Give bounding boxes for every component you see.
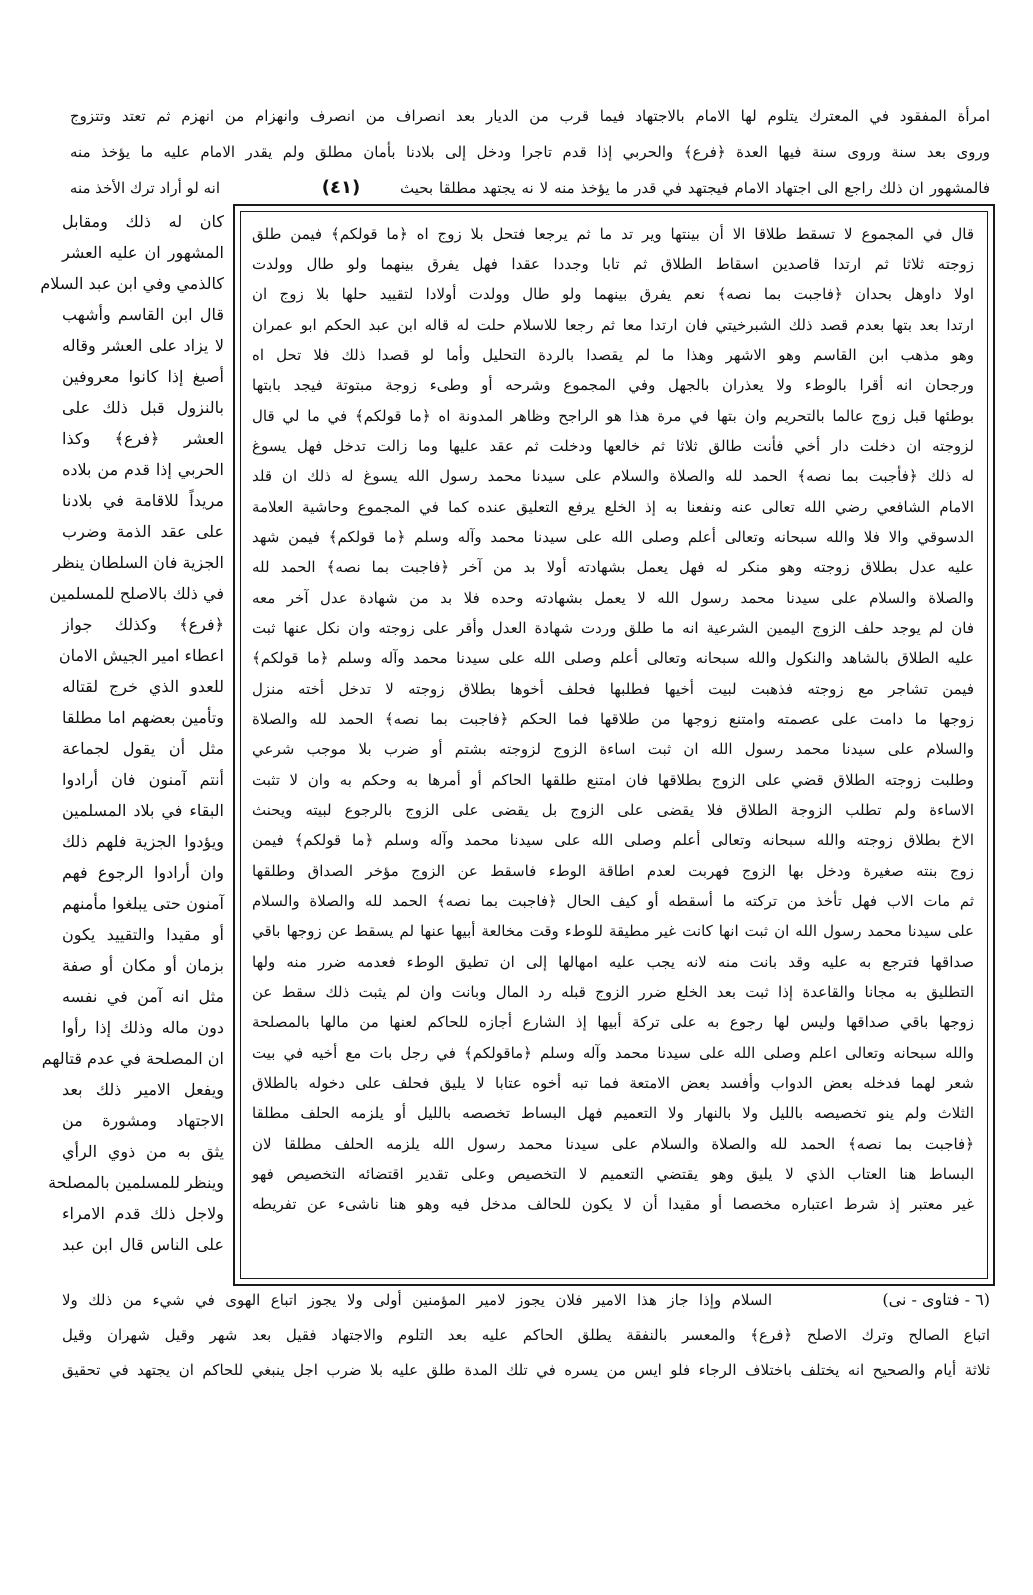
- main-text-line: الثلاث ولم ينو تخصيصه بالليل ولا بالنهار ولا التعميم فهل البساط تخصصه بالليل أو يلزمه الحلف مطلقا: [252, 1104, 974, 1122]
- main-text-line: بوطئها قبل زوج عالما بالتحريم وان بتها في مرة هذا هو الراجح وظاهر المدونة اه ﴿ما قولكم﴾ في ما لي قال: [252, 407, 974, 425]
- main-text-line: ورجحان انه أقرا بالوطء ولا يعذران بالجهل وفي المجموع وشرحه أو وطىء زوجة مبتوتة فيجد بابتها: [252, 376, 974, 394]
- margin-text-line: أنتم آمنون فان أرادوا: [62, 770, 224, 789]
- margin-text-line: ويفعل الامير ذلك بعد: [62, 1080, 224, 1099]
- margin-text-line: بزمان أو مكان أو صفة: [62, 956, 224, 975]
- main-text-line: غير معتبر إذ شرط اعتباره مخصصا أو مقيدا أن لا يكون للحالف مدخل فيه وهو هنا ناشىء عن تفريطه: [252, 1195, 975, 1213]
- margin-text-line: دون ماله وذلك إذا رأوا: [62, 1018, 224, 1037]
- margin-text-line: مريداً للاقامة في بلادنا: [62, 491, 224, 510]
- margin-text-line: على عقد الذمة وضرب: [62, 522, 224, 541]
- margin-text-line: وينظر للمسلمين بالمصلحة: [48, 1173, 224, 1192]
- main-text-line: ارتدا بعد بتها بعدم قصد ذلك الشبرخيتي فان ارتدا معا ثم رجعا للاسلام حلت له قاله ابن عبد الحكم ابو عمران: [252, 316, 974, 334]
- margin-text-line: ويؤدوا الجزية فلهم ذلك: [62, 832, 224, 851]
- margin-text-line: يثق به من ذوي الرأي: [62, 1142, 224, 1161]
- main-text-line: وطلبت زوجته الطلاق قضي على الزوج بطلاقها فان امتنع طلقها الحاكم أو أمرها به وحكم به وان لا تثبت: [252, 771, 974, 789]
- margin-text-line: الحربي إذا قدم من بلاده: [62, 460, 224, 479]
- margin-text-line: أصبغ إذا كانوا معروفين: [62, 367, 224, 386]
- main-text-line: وهو مذهب ابن القاسم وهو الاشهر وهذا ما لم يقصدا بالردة التحليل وأما لو قصدا ذلك فلا تحل اه: [252, 346, 974, 364]
- signature-mark: (٦ - فتاوى - نى): [882, 1290, 990, 1309]
- margin-text-line: البقاء في بلاد المسلمين: [62, 801, 224, 820]
- margin-text-line: قال ابن القاسم وأشهب: [62, 305, 224, 324]
- main-text-line: قال في المجموع لا تسقط طلاقا الا أن بينتها وير تد ما ثم يرجعا فتحل بلا زوج اه ﴿ما قولكم﴾ فيمن طلق: [252, 225, 974, 243]
- margin-text-line: مثل انه آمن في نفسه: [62, 987, 224, 1006]
- margin-text-line: للعدو الذي خرج لقتاله: [62, 677, 224, 696]
- header-text: فالمشهور ان ذلك راجع الى اجتهاد الامام فيجتهد في قدر ما يؤخذ منه لا نه يجتهد مطلقا بحيث: [400, 179, 990, 197]
- top-text-line: امرأة المفقود في المعترك يتلوم لها الامام بالاجتهاد فيما قرب من الديار بعد انصراف من انصرف وانهزام من انهزم ثم تعتد وتتزوج: [70, 107, 990, 125]
- bottom-row: [62, 1288, 990, 1312]
- main-text-line: الدسوقي والا فلا والله سبحانه وتعالى أعلم وصلى الله على سيدنا محمد وآله وسلم ﴿ما قولكم﴾ فيمن شهد: [252, 528, 974, 546]
- main-text-line: على سيدنا محمد رسول الله ان ثبت انها كانت غير مطيقة للوطء وقت مخالعة أبيها عنها لم يسقط عن زوجها باقي: [252, 922, 974, 940]
- main-text-line: ﴿فاجبت بما نصه﴾ الحمد لله والصلاة والسلام على سيدنا محمد رسول الله يلزمه الحلف مطلقا لان: [252, 1135, 974, 1153]
- main-text-line: زوجها ما دامت على عصمته وامتنع زوجها من طلاقها فما الحكم ﴿فاجبت بما نصه﴾ الحمد لله والصلاة: [252, 710, 974, 728]
- main-text-line: والله سبحانه وتعالى اعلم وصلى الله على سيدنا محمد وآله وسلم ﴿ماقولكم﴾ في رجل بات مع أخيه في بيت: [252, 1044, 974, 1062]
- main-text-line: شعر لهما فدخله بعض الدواب وأفسد بعض الامتعة فما تبه أخوه عتابا لا يليق فحلف على دخوله بالطلاق: [252, 1074, 974, 1092]
- footer-text-line: اتباع الصالح وترك الاصلح ﴿فرع﴾ والمعسر بالنفقة يطلق الحاكم عليه بعد التلوم والاجتهاد فقيل بعد شهر وقيل شهران وقيل: [62, 1326, 990, 1344]
- page-number: (٤١): [321, 177, 361, 198]
- main-text-line: فيمن تشاجر مع زوجته فذهبت لبيت أخيها فطلبها فحلف أخوها بطلاق زوجته لا تدخل أخته منزل: [252, 680, 974, 698]
- main-text-line: زوجها باقي صداقها وليس لها رجوع به على تركة أبيها إذ الشارع أجازه للحاكم لعنها من مالها بالمصلحة: [252, 1013, 974, 1031]
- margin-text-line: وان أرادوا الرجوع فهم: [62, 863, 224, 882]
- margin-text-line: في ذلك بالاصلح للمسلمين: [49, 584, 224, 603]
- main-text-line: زوجته ثلاثا ثم ارتدا قاصدين اسقاط الطلاق ثم تابا وجددا عقدا فهل يفرق بينهما ولو طال وولدت: [252, 255, 974, 273]
- margin-text-line: ولاجل ذلك قدم الامراء: [62, 1204, 224, 1223]
- main-text-line: اولا داوهل بحدان ﴿فاجبت بما نصه﴾ نعم يفرق بينهما ولو طال وولدت أولادا لتقييد حلها بلا زوج ان: [252, 285, 974, 303]
- margin-text-line: كالذمي وفي ابن عبد السلام: [40, 274, 224, 293]
- margin-text-line: ﴿فرع﴾ وكذلك جواز: [62, 615, 224, 634]
- main-text-line: ثم مات الاب فهل تأخذ من تركته ما أسقطه أو كيف الحال ﴿فاجبت بما نصه﴾ الحمد لله والصلاة والسلام: [252, 892, 974, 910]
- main-text-line: الامام الشافعي رضي الله تعالى عنه ونفعنا به إذ الخلع يرفع التعليق عنده كما في المجموع وحاشية العلامة: [252, 498, 974, 516]
- main-text-line: والسلام على سيدنا محمد رسول الله ان ثبت اساءة الزوج لزوجته بشتم أو ضرب بلا موجب شرعي: [252, 740, 974, 758]
- margin-text-line: ان المصلحة في عدم قتالهم: [41, 1049, 224, 1068]
- margin-text-line: الاجتهاد ومشورة من: [62, 1111, 224, 1130]
- main-text-line: والصلاة والسلام على سيدنا محمد رسول الله لا يعمل بشهادته وحده فلا بد من شهادة عدل آخر معه: [252, 589, 974, 607]
- main-text-line: البساط هنا العتاب الذي لا يليق وهو يقتضي التعميم لا التخصيص وعلى تقدير اقتضائه التخصيص فهو: [252, 1165, 974, 1183]
- margin-text-line: العشر ﴿فرع﴾ وكذا: [62, 429, 224, 448]
- margin-text-line: على الناس قال ابن عبد: [62, 1235, 224, 1254]
- main-text-line: صداقها فترجع به عليه وقد بانت منه لانه يجب عليه امهالها إلى ان تطيق الوطء فعدمه ضرر منه ولها: [252, 953, 974, 971]
- margin-text-line: اعطاء امير الجيش الامان: [58, 646, 224, 665]
- main-text-line: الاخ بطلاق زوجته والله سبحانه وتعالى أعلم وصلى الله على سيدنا محمد وآله وسلم ﴿ما قولكم﴾ فيمن: [252, 831, 974, 849]
- margin-text-line: وتأمين بعضهم اما مطلقا: [62, 708, 224, 727]
- main-text-line: عليه عدل بطلاق زوجته وهو منكر له فهل يعمل بشهادته أولا بد من آخر ﴿فاجبت بما نصه﴾ الحمد لله: [252, 558, 974, 576]
- page-header: [70, 176, 990, 200]
- main-text-line: له ذلك ﴿فأجبت بما نصه﴾ الحمد لله والصلاة والسلام على سيدنا محمد رسول الله يسوغ له ذلك ان قلد: [252, 467, 974, 485]
- main-text-line: الاساءة ولم تطلب الزوجة الطلاق فلا يقضى على الزوج بل يقضى على الزوج بالرجوع لبيته ويحنث: [252, 801, 974, 819]
- margin-text-line: كان له ذلك ومقابل: [62, 212, 224, 231]
- margin-text-line: أو مقيدا والتقييد يكون: [62, 925, 224, 944]
- footer-text-line: ثلاثة أيام والصحيح انه يختلف باختلاف الرجاء فلو ايس من يسره في تلك المدة طلق عليه بلا ضرب اجل ينبغي للحاكم ان يجتهد في تحقيق: [62, 1361, 990, 1379]
- main-text-line: فان لم يوجد حلف الزوج اليمين الشرعية انه ما طلق وردت شهادة العدل وأقر على زوجته وان نكل عنها ثبت: [252, 619, 974, 637]
- margin-text-line: لا يزاد على العشر وقاله: [62, 336, 224, 355]
- bottom-text: السلام وإذا جاز هذا الامير فلان يجوز لامير المؤمنين أولى ولا يجوز اتباع الهوى في شيء من ذلك ولا: [62, 1291, 772, 1309]
- main-text-line: زوج بنته صغيرة ودخل بها الزوج فهربت لعدم اطاقة الوطء فاسقط عن الزوج مؤخر الصداق وطلقها: [252, 862, 974, 880]
- margin-text-line: الجزية فان السلطان ينظر: [53, 553, 224, 572]
- main-text-line: لزوجته ان دخلت دار أخي فأنت طالق ثلاثا ثم خالعها ودخلت ثم عقد عليها وما زالت تدخل فهل يسوغ: [252, 437, 974, 455]
- margin-text-line: آمنون حتى يبلغوا مأمنهم: [62, 894, 224, 913]
- top-text-line: وروى بعد سنة وروى سنة فيها العدة ﴿فرع﴾ والحربي إذا قدم تاجرا ودخل إلى بلادنا بأمان مطلق ولم يقدر الامام عليه ما يؤخذ منه: [70, 143, 990, 161]
- margin-text-line: بالنزول قبل ذلك على: [62, 398, 224, 417]
- main-text-line: التطليق به مجانا والقاعدة إذا ثبت بعد الخلع ضرر الزوج قبله رد المال وبانت وان لم يثبت ذلك سقط عن: [252, 983, 974, 1001]
- margin-text-line: مثل أن يقول لجماعة: [62, 739, 224, 758]
- main-text-line: عليه الطلاق بالشاهد والنكول والله سبحانه وتعالى أعلم وصلى الله على سيدنا محمد وآله وسلم ﴿ما قولكم﴾: [252, 649, 974, 667]
- margin-text-line: المشهور ان عليه العشر: [62, 243, 224, 262]
- header-margin-text: انه لو أراد ترك الأخذ منه: [69, 179, 220, 197]
